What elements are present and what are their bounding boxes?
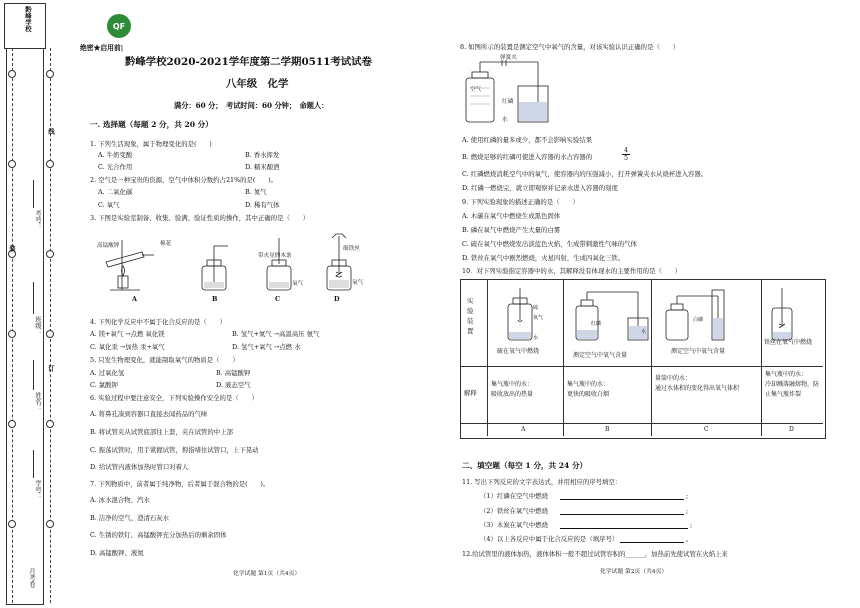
sidebar-word-xian: 线 [47, 128, 55, 135]
q2-option-d: D. 稀有气体 [245, 201, 280, 209]
q3-fig-text-kmno4: 高锰酸钾 [97, 243, 120, 249]
q9-option-d: D. 铁丝在氧气中剧烈燃烧，火星四射，生成四氧化三铁。 [462, 254, 625, 262]
q10-option-b: B [605, 426, 610, 433]
q8-option-b: B. 燃烧足够的红磷可使进入容器的水占容器的 [462, 153, 593, 161]
sidebar-circle [46, 330, 54, 338]
q7-option-d: D. 高锰酸钾、液氮 [90, 549, 144, 557]
sidebar-month-exam: 月考卷 [28, 568, 36, 588]
q3-fig-text-splint: 带火星的木条 [258, 253, 292, 259]
sidebar-circle [46, 420, 54, 428]
sidebar-circle [46, 250, 54, 258]
q1-option-b: B. 香水挥发 [245, 151, 280, 159]
q11-semicolon-1: ; [686, 492, 689, 500]
secret-mark: 绝密★启用前| [80, 44, 124, 52]
q7-option-b: B. 洁净的空气、澄清石灰水 [90, 514, 170, 522]
q8-option-d: D. 红磷一燃烧完，就立即观察并记录水进入容器的刻度 [462, 184, 618, 192]
class-line [33, 282, 34, 314]
q4-option-d: D. 氢气+氧气 →点燃 水 [232, 343, 301, 351]
q10-fig-water: 水 [533, 335, 539, 341]
q5-option-b: B. 高锰酸钾 [216, 369, 251, 377]
section1-heading: 一. 选择题（每题 2 分，共 20 分） [90, 120, 213, 129]
q2-option-b: B. 氮气 [245, 188, 267, 196]
q8-fig-spring-clip: 弹簧夹 [500, 55, 517, 61]
q10-option-c: C [704, 426, 709, 433]
q11-item-4: （4）以上各反应中属于化合反应的是（填序号） [480, 535, 619, 543]
q3-label-d: D [334, 295, 340, 303]
q12-stem: 12.给试管里的液体加热，液体体积一般不超过试管容积的______，加热前先使试管在火焰上来 [462, 550, 728, 558]
q10-caption-c: 测定空气中氧气含量 [671, 348, 726, 355]
footer-right: 化学试题 第2页（共4页） [600, 569, 668, 575]
q10-caption-a: 硫在氧气中燃烧 [497, 348, 540, 355]
exam-subtitle: 八年级 化学 [226, 78, 289, 90]
q4-stem: 4. 下列化学反应中不属于化合反应的是（ ） [90, 318, 226, 326]
q10-option-a: A [521, 426, 526, 433]
q11-answer-line-2[interactable] [560, 514, 684, 515]
q5-option-c: C. 氯酸钾 [90, 381, 118, 389]
q7-option-c: C. 生锈的铁钉、高锰酸钾充分加热后的剩余固体 [90, 531, 227, 539]
sidebar-circle [8, 520, 16, 528]
q10-apparatus-figures [488, 282, 822, 344]
q4-option-b: B. 氢气+氮气 →高温高压 氨气 [232, 330, 320, 338]
q10-fig-oxygen: 氧气 [533, 315, 544, 321]
sidebar-class-label: 班级： [34, 316, 42, 336]
exam-info: 满分：60 分； 考试时间：60 分钟； 命题人： [174, 101, 329, 110]
logo-text: QF [112, 21, 126, 31]
q9-option-b: B. 磷在氧气中燃烧产生大量的白雾 [462, 226, 561, 234]
q5-stem: 5. 只发生物理变化，就能制取氧气的物质是（ ） [90, 356, 239, 364]
q11-period-4: 。 [686, 535, 693, 543]
q11-item-2: （2）铁丝在氧气中燃烧 [480, 507, 548, 515]
q10-row-line [461, 366, 823, 367]
q5-option-a: A. 过氧化氢 [90, 369, 125, 377]
q10-explain-a: 集气瓶中的水： 吸收放出的热量 [491, 381, 534, 398]
q6-option-a: A. 将鼻孔凑到容器口直接去闻药品的气味 [90, 410, 208, 418]
q3-fig-text-wire: 细铁丝 [343, 246, 360, 252]
sidebar-seat-label: 学号： [34, 480, 42, 500]
section2-heading: 二、填空题（每空 1 分，共 24 分） [462, 461, 588, 470]
seat-line [33, 450, 34, 478]
exam-title: 黔峰学校2020-2021学年度第二学期0511考试试卷 [125, 56, 372, 68]
q8-option-a: A. 使用红磷的量多或少，都不会影响实验结果 [462, 136, 593, 144]
q1-option-d: D. 糯米酿酒 [245, 163, 280, 171]
q8-fraction-num: 4 [623, 146, 629, 154]
q9-option-a: A. 木碳在氧气中燃烧生成黑色固体 [462, 212, 561, 220]
q8-fraction-den: 5 [623, 154, 629, 162]
q8-option-c: C. 红磷燃烧消耗空气中的氧气，使容器内的压强减小，打开弹簧夹水从烧杯进入容器。 [462, 170, 708, 178]
q8-fig-water: 水 [502, 117, 508, 123]
q10-row-head-apparatus: 实 验 装 置 [467, 297, 474, 335]
sidebar-circle [8, 420, 16, 428]
q3-fig-text-o2-c: 氧气 [292, 281, 304, 287]
q6-option-d: D. 给试管内液体加热时管口对着人 [90, 463, 189, 471]
q3-stem: 3. 下图是实验室制备、收集、验满、验证性质的操作，其中正确的是（ ） [90, 214, 310, 222]
q3-fig-text-cotton: 棉花 [160, 241, 172, 247]
q4-option-a: A. 镁+氧气 →点燃 氧化镁 [90, 330, 165, 338]
q11-answer-line-4[interactable] [620, 542, 684, 543]
q10-row-line [461, 423, 823, 424]
sidebar-word-ding: 订 [47, 365, 55, 372]
q1-option-c: C. 光合作用 [98, 163, 133, 171]
q6-option-b: B. 将试管夹从试管底部往上套，夹在试管的中上部 [90, 428, 233, 436]
q7-stem: 7. 下列物质中，前者属于纯净物，后者属于混合物的是( )。 [90, 480, 270, 488]
q11-semicolon-3: ; [690, 521, 693, 529]
q10-option-d: D [789, 426, 794, 433]
q10-caption-d: 铁丝在氧气中燃烧 [764, 339, 813, 346]
q10-explain-c: 量筒中的水： 通过水体积的变化得出氧气体积 [655, 375, 740, 392]
q8-fig-air: 空气 [470, 87, 482, 93]
q11-item-1: （1）红磷在空气中燃烧 [480, 492, 548, 500]
q3-figure [92, 230, 372, 302]
q1-option-a: A. 牛奶变酸 [98, 151, 133, 159]
q10-table [460, 279, 826, 439]
sidebar-circle [8, 160, 16, 168]
footer-left: 化学试题 第1页（共4页） [233, 571, 301, 577]
q3-label-c: C [275, 295, 281, 303]
name-line [33, 360, 34, 390]
q6-stem: 6. 实验过程中要注意安全，下列实验操作安全的是（ ） [90, 394, 258, 402]
q11-stem: 11. 写出下列反应的文字表达式，并用相应的序号填空： [462, 478, 622, 486]
sidebar-school: 黔峰学校 [24, 6, 32, 32]
q9-option-c: C. 硫在氧气中燃烧发出淡蓝色火焰，生成带刺激性气味的气体 [462, 240, 637, 248]
q4-option-c: C. 氧化汞 →加热 汞+氧气 [90, 343, 165, 351]
sidebar-exam-no-label: 考号： [34, 210, 42, 230]
q2-option-c: C. 氧气 [98, 201, 120, 209]
q1-stem: 1. 下列生活现象，属于物理变化的是( ) [90, 140, 212, 148]
q3-fig-text-o2-d: 氧气 [352, 280, 364, 286]
q10-stem: 10．对下列实验指定容器中的水，其解释没有体现水的主要作用的是（ ） [462, 267, 682, 275]
q3-label-b: B [212, 295, 218, 303]
q9-stem: 9. 下列实验现象的描述正确的是（ ） [462, 198, 579, 206]
sidebar-name-label: 姓名： [34, 392, 42, 412]
binding-strip [0, 0, 62, 608]
q8-fraction [622, 147, 630, 162]
q6-option-c: C. 振荡试管时，用手紧握试管，拇指堵住试管口，上下晃动 [90, 446, 259, 454]
q8-stem: 8. 如图所示的装置是测定空气中氧气的含量，对该实验认识正确的是（ ） [460, 43, 680, 51]
q11-answer-line-1[interactable] [560, 499, 684, 500]
sidebar-word-zhuang: 装 [8, 245, 16, 252]
q10-explain-d: 集气瓶中的水： 冷却溅落融熔物，防止集气瓶炸裂 [765, 371, 820, 398]
q7-option-a: A. 冰水混合物、汽水 [90, 496, 150, 504]
q10-fig-sulfur: 硫 [533, 305, 539, 311]
q3-label-a: A [132, 295, 137, 303]
school-logo [107, 14, 131, 38]
sidebar-circle [8, 70, 16, 78]
q10-caption-b: 测定空气中氧气含量 [573, 352, 628, 359]
q2-stem: 2. 空气是一种宝贵的资源，空气中体积分数约占21%的是( )。 [90, 176, 278, 184]
q10-row-head-explain: 解释 [464, 389, 477, 397]
sidebar-circle [46, 520, 54, 528]
q10-fig-white-p: 白磷 [693, 317, 704, 323]
q11-semicolon-2: ; [686, 507, 689, 515]
q11-answer-line-3[interactable] [560, 528, 688, 529]
q10-fig-red-p: 红磷 [591, 321, 602, 327]
q2-option-a: A. 二氧化碳 [98, 188, 133, 196]
q8-fig-phosphorus: 红磷 [502, 99, 514, 105]
sidebar-circle [46, 160, 54, 168]
q10-fig-water-b: 水 [641, 329, 647, 335]
q11-item-3: （3）木炭在氧气中燃烧 [480, 521, 548, 529]
exam-no-line [33, 180, 34, 208]
sidebar-circle [8, 330, 16, 338]
q10-explain-b: 集气瓶中的水： 更快的吸收白烟 [567, 381, 610, 398]
q5-option-d: D. 液态空气 [216, 381, 251, 389]
sidebar-circle [46, 70, 54, 78]
